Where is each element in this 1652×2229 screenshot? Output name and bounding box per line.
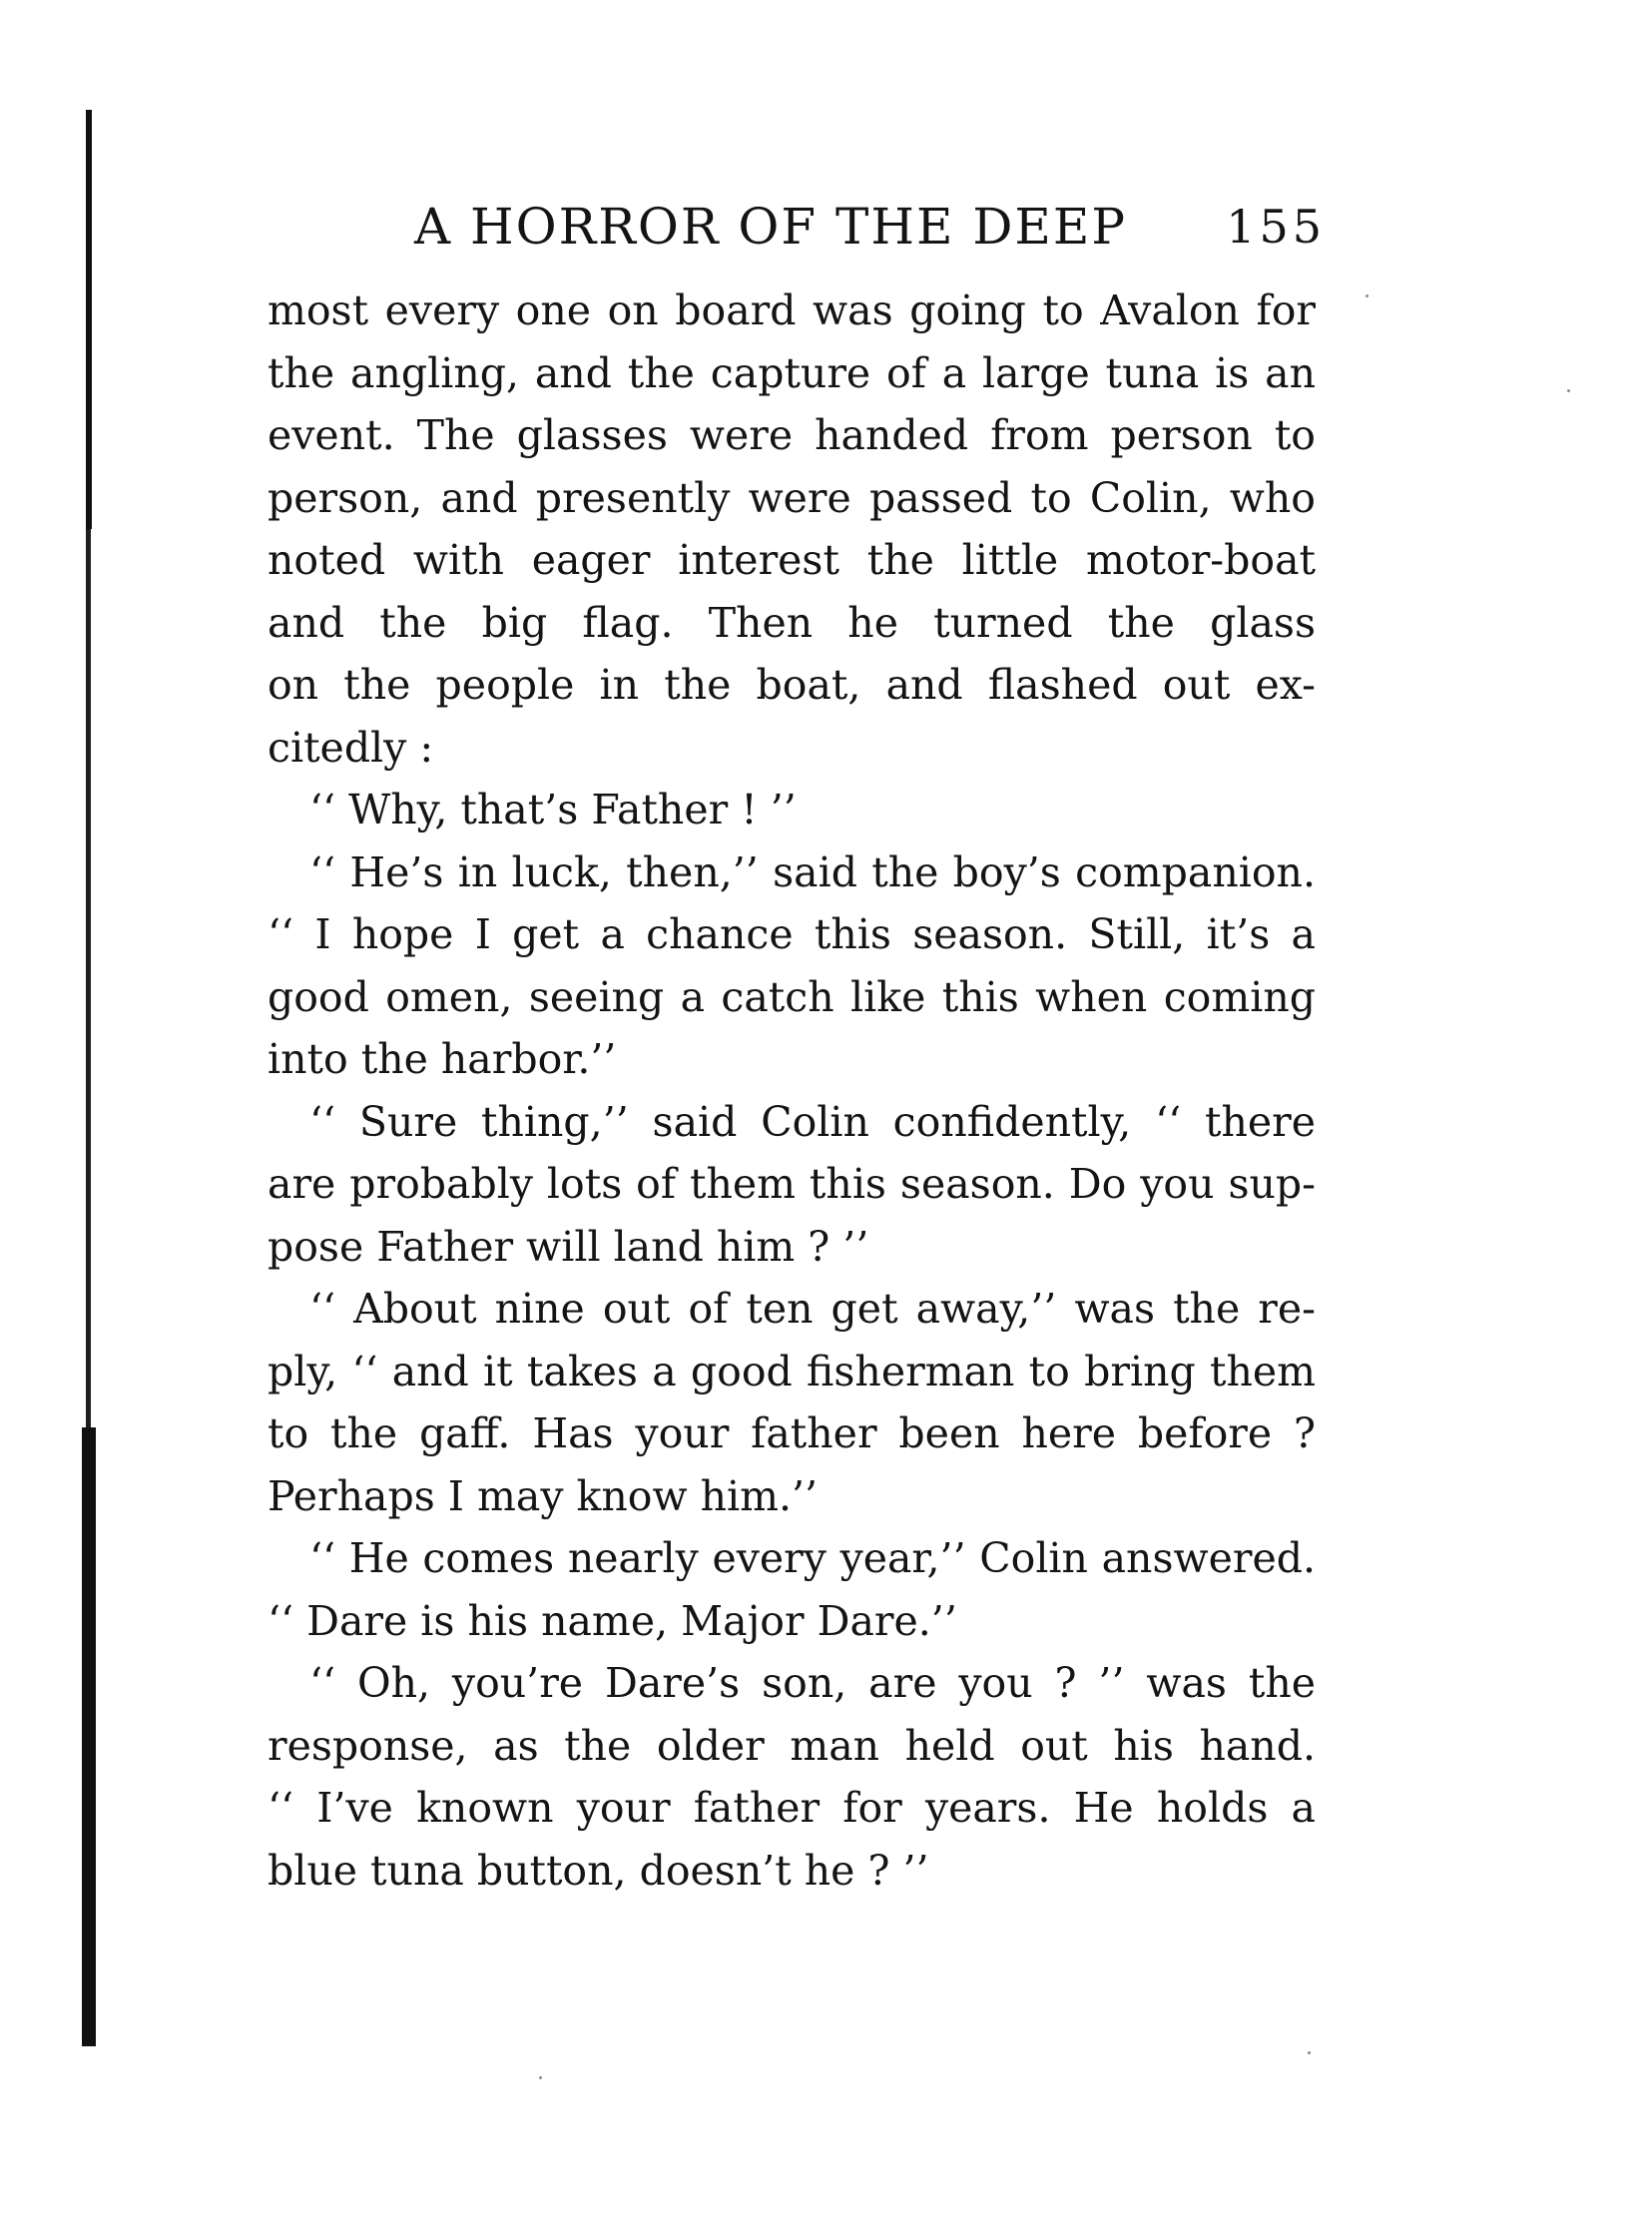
text-line: pose Father will land him ? ’’	[268, 1222, 869, 1271]
text-line: to the gaff. Has your father been here before ?	[268, 1409, 1316, 1457]
body-text	[268, 279, 1316, 1902]
text-line: ‘‘ About nine out of ten get away,’’ was the re-	[309, 1285, 1316, 1333]
text-line: noted with eager interest the little motor-boat	[268, 536, 1316, 584]
text-line: are probably lots of them this season. Do you sup-	[268, 1160, 1316, 1208]
text-line: most every one on board was going to Avalon for	[268, 286, 1316, 334]
page-binding-shadow-lower	[82, 1427, 96, 2046]
text-line: the angling, and the capture of a large tuna is an	[268, 348, 1316, 397]
text-line: event. The glasses were handed from person to	[268, 411, 1316, 459]
text-line: on the people in the boat, and flashed out ex-	[268, 661, 1316, 709]
paper-speck	[1366, 294, 1369, 297]
page-binding-shadow-upper	[86, 110, 92, 529]
text-line: ‘‘ Why, that’s Father ! ’’	[309, 786, 797, 834]
text-line: Perhaps I may know him.’’	[268, 1471, 819, 1520]
text-line: ‘‘ I hope I get a chance this season. Still, it’s a	[268, 910, 1316, 958]
paper-speck	[1308, 2051, 1311, 2054]
text-line: citedly :	[268, 723, 434, 772]
page-binding-shadow-middle	[86, 529, 91, 1427]
text-line: ‘‘ He’s in luck, then,’’ said the boy’s companion.	[309, 847, 1316, 896]
paper-speck	[1567, 389, 1570, 392]
text-line: ‘‘ I’ve known your father for years. He holds a	[268, 1784, 1316, 1832]
running-head-title: A HORROR OF THE DEEP	[414, 198, 1128, 256]
text-line: ‘‘ Sure thing,’’ said Colin confidently, ‘‘ there	[309, 1097, 1316, 1146]
page-number: 155	[1226, 200, 1326, 254]
running-header	[414, 195, 1326, 259]
text-line: ‘‘ Oh, you’re Dare’s son, are you ? ’’ was the	[309, 1659, 1316, 1707]
text-line: blue tuna button, doesn’t he ? ’’	[268, 1846, 929, 1895]
text-line: good omen, seeing a catch like this when coming	[268, 972, 1316, 1021]
text-line: ‘‘ Dare is his name, Major Dare.’’	[268, 1596, 957, 1645]
text-line: person, and presently were passed to Colin, who	[268, 473, 1316, 522]
text-line: response, as the older man held out his hand.	[268, 1721, 1316, 1770]
text-line: ‘‘ He comes nearly every year,’’ Colin answered.	[309, 1534, 1316, 1582]
text-line: into the harbor.’’	[268, 1035, 617, 1083]
paper-speck	[539, 2076, 542, 2079]
text-line: and the big flag. Then he turned the glass	[268, 598, 1316, 647]
text-line: ply, ‘‘ and it takes a good fisherman to bring them	[268, 1347, 1316, 1395]
